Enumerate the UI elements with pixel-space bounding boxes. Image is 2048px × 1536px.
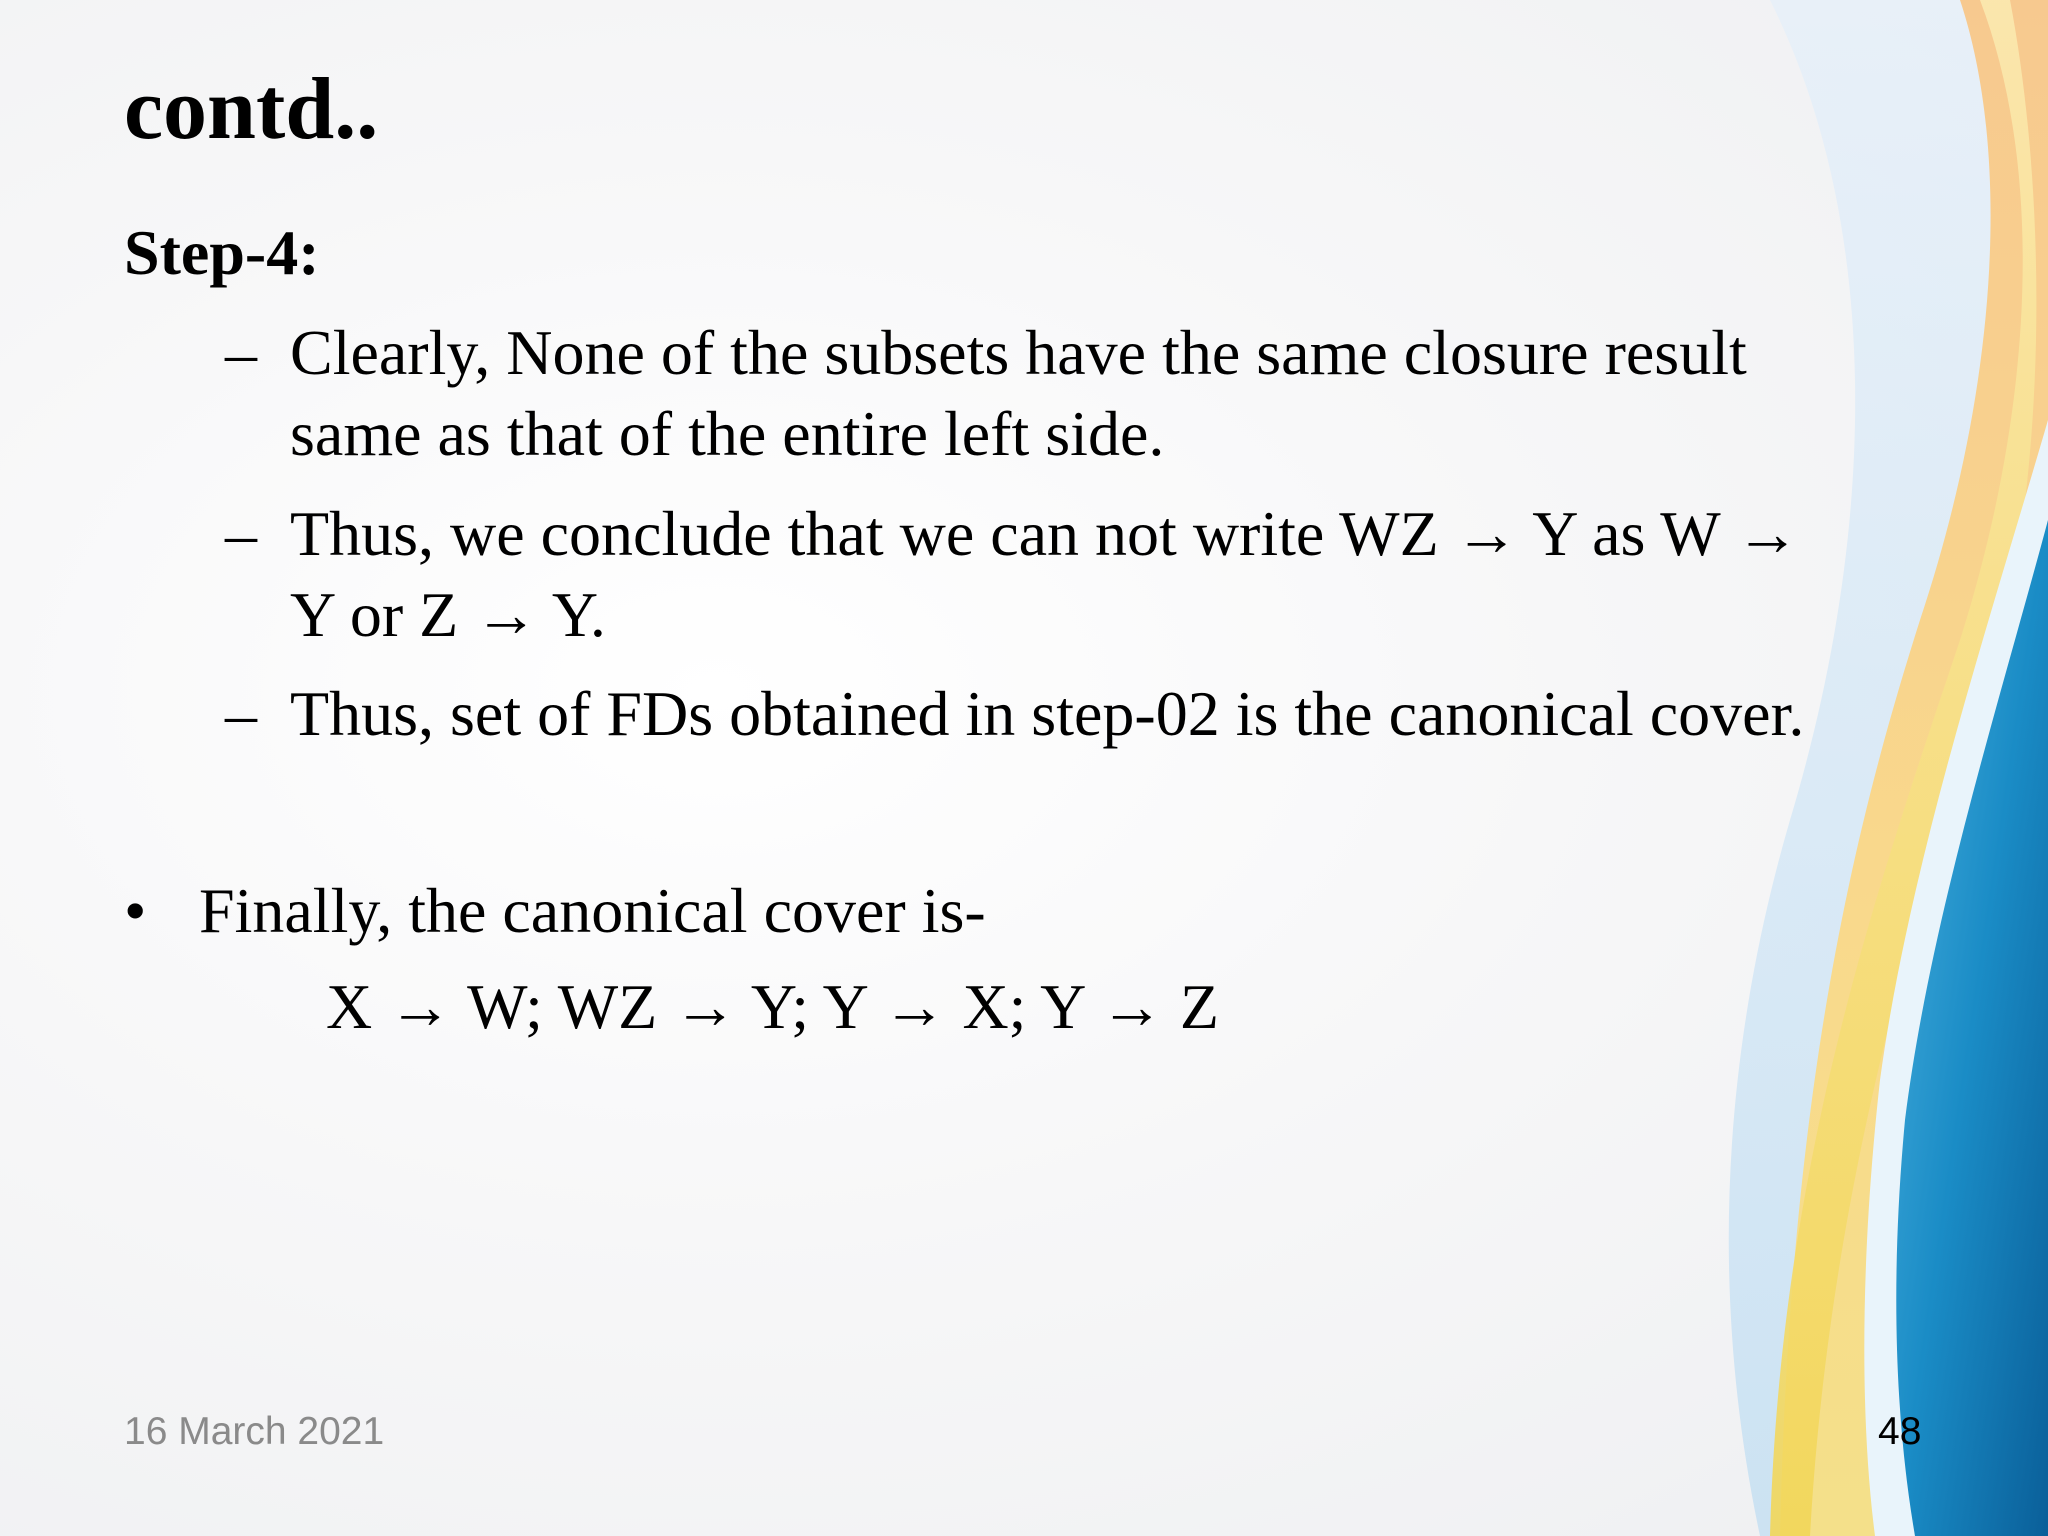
sub-bullet (225, 493, 1925, 655)
dash-marker: – (225, 498, 257, 569)
sub-bullet (225, 312, 1925, 474)
main-bullet-text: Finally, the canonical cover is- (199, 875, 986, 946)
sub-bullet-text: Clearly, None of the subsets have the same closure result same as that of the entire left side. (290, 317, 1747, 469)
canonical-cover-formula: X → W; WZ → Y; Y → X; Y → Z (326, 971, 1219, 1042)
dash-marker: – (225, 317, 257, 388)
bullet-marker: • (124, 875, 147, 946)
sub-bullet-text: Thus, set of FDs obtained in step-02 is the canonical cover. (290, 678, 1805, 749)
main-bullet (124, 870, 1824, 951)
slide-title: contd.. (124, 61, 379, 158)
footer-date: 16 March 2021 (124, 1410, 385, 1453)
slide-number: 48 (1878, 1410, 1922, 1453)
sub-bullet-text: Thus, we conclude that we can not write WZ → Y as W → Y or Z → Y. (290, 498, 1800, 650)
dash-marker: – (225, 678, 257, 749)
step-heading: Step-4: (124, 217, 320, 288)
sub-bullet (225, 673, 1925, 754)
